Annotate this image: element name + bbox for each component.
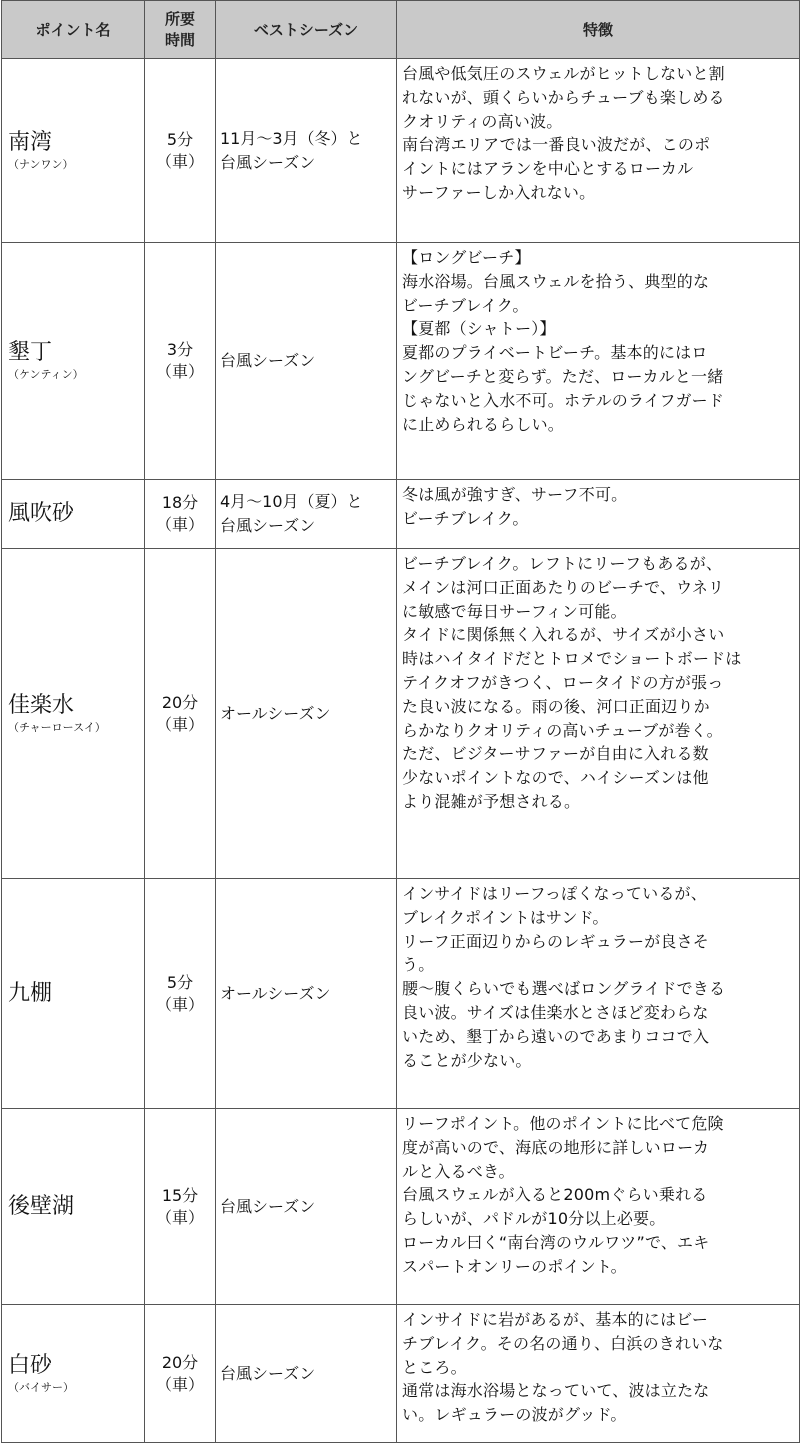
point-name-cell	[2, 879, 145, 1109]
table-row	[2, 1305, 800, 1443]
point-name-cell	[2, 1305, 145, 1443]
travel-time: 20分 （車）	[145, 1305, 216, 1443]
point-name: 白砂	[8, 1352, 53, 1378]
header-time: 所要 時間	[145, 1, 216, 59]
best-season: オールシーズン	[216, 549, 397, 879]
travel-time: 15分 （車）	[145, 1109, 216, 1305]
header-point: ポイント名	[2, 1, 145, 59]
point-name-cell	[2, 243, 145, 480]
header-season: ベストシーズン	[216, 1, 397, 59]
point-name-cell	[2, 549, 145, 879]
header-feature: 特徴	[397, 1, 800, 59]
best-season: 11月～3月（冬）と 台風シーズン	[216, 59, 397, 243]
point-name-cell	[2, 480, 145, 549]
point-name: 墾丁	[8, 340, 53, 365]
table-row	[2, 59, 800, 243]
point-name: 後壁湖	[8, 1193, 75, 1219]
point-reading: （チャーロースイ）	[8, 720, 106, 734]
feature-text: 冬は風が強すぎ、サーフ不可。 ビーチブレイク。	[397, 480, 800, 549]
travel-time: 20分 （車）	[145, 549, 216, 879]
surf-point-table	[1, 0, 800, 1443]
feature-text: 【ロングビーチ】 海水浴場。台風スウェルを拾う、典型的な ビーチブレイク。 【夏都（シャトー）】 夏都のプライベートビーチ。基本的にはロ ングビーチと変らず。ただ、ローカルと一緒 じゃないと入水不可。ホテルのライフガード に止められるらしい。	[397, 243, 800, 480]
table-row	[2, 243, 800, 480]
table-row	[2, 1109, 800, 1305]
point-name: 佳楽水	[8, 692, 75, 718]
point-name: 九棚	[8, 980, 53, 1006]
point-reading: （ケンティン）	[8, 368, 84, 381]
best-season: 4月～10月（夏）と 台風シーズン	[216, 480, 397, 549]
travel-time: 5分 （車）	[145, 879, 216, 1109]
best-season: 台風シーズン	[216, 1305, 397, 1443]
header-row	[2, 1, 800, 59]
table-row	[2, 480, 800, 549]
travel-time: 3分 （車）	[145, 243, 216, 480]
point-reading: （ナンワン）	[8, 157, 74, 171]
point-name-cell	[2, 59, 145, 243]
travel-time: 18分 （車）	[145, 480, 216, 549]
feature-text: 台風や低気圧のスウェルがヒットしないと割 れないが、頭くらいからチューブも楽しめる クオリティの高い波。 南台湾エリアでは一番良い波だが、このポ イントにはアランを中心とするローカル サーファーしか入れない。	[397, 59, 800, 243]
best-season: 台風シーズン	[216, 243, 397, 480]
feature-text: インサイドはリーフっぽくなっているが、 ブレイクポイントはサンド。 リーフ正面辺りからのレギュラーが良さそ う。 腰～腹くらいでも選べばロングライドできる 良い波。サイズは佳楽水とさほど変わらな いため、墾丁から遠いのであまりココで入 ることが少ない。	[397, 879, 800, 1109]
point-name-cell	[2, 1109, 145, 1305]
feature-text: リーフポイント。他のポイントに比べて危険 度が高いので、海底の地形に詳しいローカ ルと入るべき。 台風スウェルが入ると200mぐらい乗れる らしいが、パドルが10分以上必要。 ローカル曰く“南台湾のウルワツ”で、エキ スパートオンリーのポイント。	[397, 1109, 800, 1305]
feature-text: インサイドに岩があるが、基本的にはビー チブレイク。その名の通り、白浜のきれいな ところ。 通常は海水浴場となっていて、波は立たな い。レギュラーの波がグッド。	[397, 1305, 800, 1443]
best-season: 台風シーズン	[216, 1109, 397, 1305]
point-name: 南湾	[8, 129, 53, 155]
feature-text: ビーチブレイク。レフトにリーフもあるが、 メインは河口正面あたりのビーチで、ウネリ に敏感で毎日サーフィン可能。 タイドに関係無く入れるが、サイズが小さい 時はハイタイドだとトロメでショートボードは テイクオフがきつく、ロータイドの方が張っ た良い波になる。雨の後、河口正面辺りか らかなりクオリティの高いチューブが巻く。 ただ、ビジターサファーが自由に入れる数 少ないポイントなので、ハイシーズンは他 より混雑が予想される。	[397, 549, 800, 879]
point-name: 風吹砂	[8, 501, 75, 526]
best-season: オールシーズン	[216, 879, 397, 1109]
travel-time: 5分 （車）	[145, 59, 216, 243]
table-row	[2, 879, 800, 1109]
point-reading: （バイサー）	[8, 1380, 74, 1394]
table-row	[2, 549, 800, 879]
